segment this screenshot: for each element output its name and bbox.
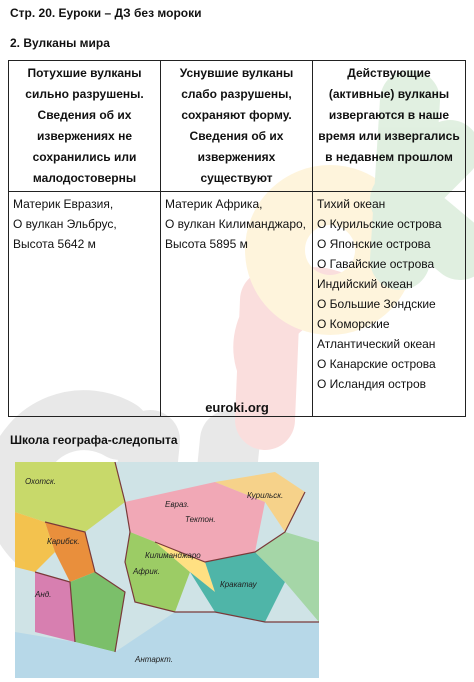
- tectonic-plates-map: [15, 462, 319, 678]
- cell-extinct: Материк Евразия, О вулкан Эльбрус, Высота 5642 м: [9, 192, 161, 417]
- map-label-8: Анд.: [35, 590, 52, 599]
- map-label-1: Курильск.: [247, 491, 284, 500]
- cell-dormant: Материк Африка, О вулкан Килиманджаро, Высота 5895 м: [161, 192, 313, 417]
- school-title: Школа географа-следопыта: [10, 433, 178, 447]
- map-label-6: Карибск.: [47, 537, 80, 546]
- cell-active: Тихий океан О Курильские острова О Японские острова О Гавайские острова Индийский океан О Большие Зондские О Коморские Атлантический океан О Канарские острова О Исландия остров: [313, 192, 466, 417]
- section-title: 2. Вулканы мира: [10, 36, 110, 50]
- map-label-3: Тектон.: [185, 515, 216, 524]
- map-label-7: Кракатау: [220, 580, 257, 589]
- map-label-4: Африк.: [133, 567, 160, 576]
- map-label-5: Килиманджаро: [145, 551, 201, 560]
- header-extinct: Потухшие вулканы сильно разрушены. Сведения об их извержениях не сохранились или малодостоверны: [9, 61, 161, 192]
- site-watermark-text: euroki.org: [205, 400, 269, 415]
- table-header-row: [9, 61, 466, 192]
- volcano-table: [8, 60, 466, 417]
- table-body-row: [9, 192, 466, 417]
- map-label-9: Антаркт.: [135, 655, 173, 664]
- map-label-0: Охотск.: [25, 477, 56, 486]
- page-header: Стр. 20. Еуроки – ДЗ без мороки: [10, 6, 202, 20]
- header-dormant: Уснувшие вулканы слабо разрушены, сохраняют форму. Сведения об их извержениях существуют: [161, 61, 313, 192]
- map-label-2: Евраз.: [165, 500, 190, 509]
- plate-nazca: [35, 572, 75, 642]
- header-active: Действующие (активные) вулканы извергаются в наше время или извергались в недавнем прошлом: [313, 61, 466, 192]
